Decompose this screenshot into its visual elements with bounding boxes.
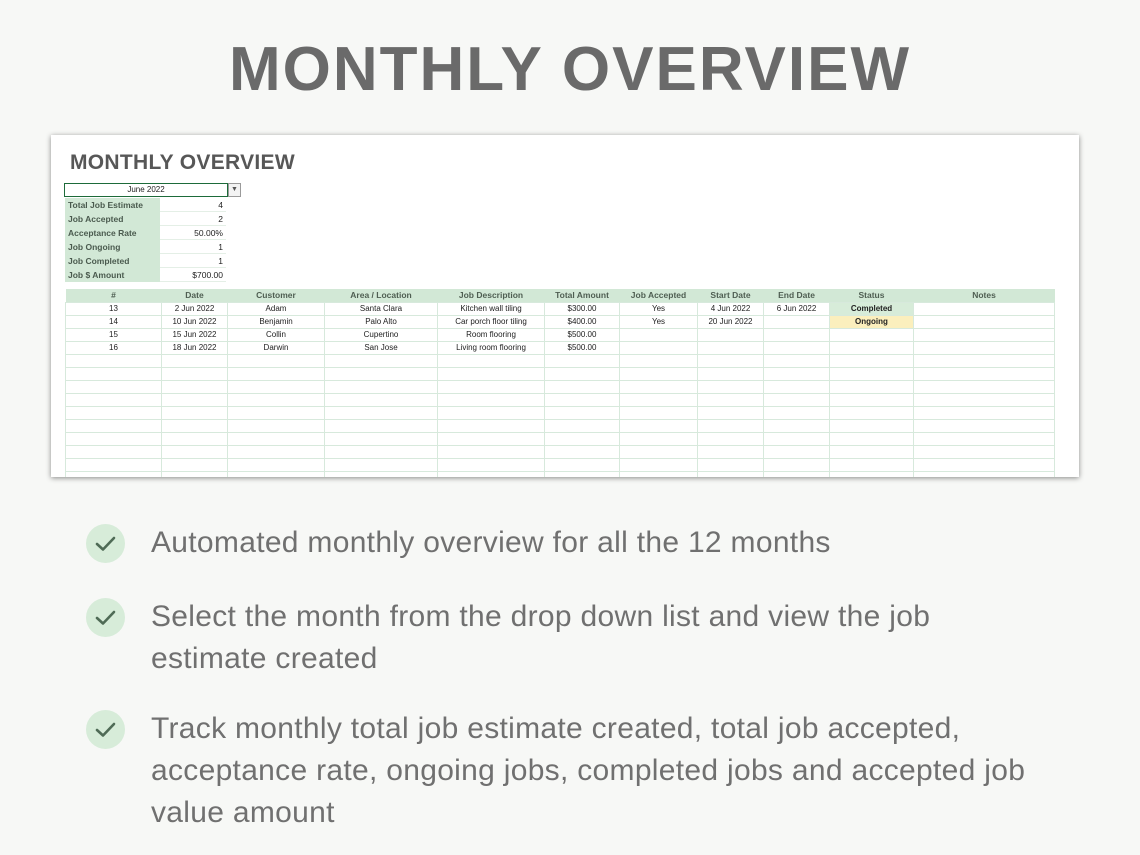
spreadsheet-preview — [51, 135, 1079, 477]
table-cell[interactable] — [698, 433, 764, 446]
table-cell[interactable] — [914, 355, 1055, 368]
table-cell[interactable] — [830, 355, 914, 368]
table-cell[interactable] — [545, 433, 620, 446]
table-cell[interactable] — [438, 407, 545, 420]
table-cell[interactable] — [66, 472, 162, 478]
empty-table-row — [66, 446, 1055, 459]
table-cell[interactable]: Living room flooring — [438, 342, 545, 355]
table-cell[interactable] — [162, 420, 228, 433]
empty-table-row — [66, 433, 1055, 446]
table-cell[interactable] — [914, 303, 1055, 316]
table-cell[interactable] — [438, 368, 545, 381]
status-cell[interactable] — [830, 329, 914, 342]
table-cell[interactable] — [698, 342, 764, 355]
table-cell[interactable] — [830, 472, 914, 478]
table-cell[interactable]: 13 — [66, 303, 162, 316]
table-cell[interactable] — [698, 407, 764, 420]
column-header: Area / Location — [325, 289, 438, 303]
table-cell[interactable]: Adam — [228, 303, 325, 316]
table-cell[interactable]: 15 — [66, 329, 162, 342]
table-cell[interactable] — [914, 368, 1055, 381]
table-cell[interactable] — [698, 420, 764, 433]
table-cell[interactable] — [698, 381, 764, 394]
table-cell[interactable] — [764, 368, 830, 381]
table-cell[interactable] — [66, 394, 162, 407]
table-cell[interactable] — [914, 446, 1055, 459]
empty-table-row — [66, 394, 1055, 407]
status-cell[interactable] — [830, 342, 914, 355]
table-cell[interactable]: $500.00 — [545, 342, 620, 355]
table-cell[interactable]: Car porch floor tiling — [438, 316, 545, 329]
table-cell[interactable] — [545, 407, 620, 420]
table-cell[interactable] — [325, 394, 438, 407]
table-cell[interactable] — [698, 329, 764, 342]
table-cell[interactable] — [325, 459, 438, 472]
column-header: Start Date — [698, 289, 764, 303]
check-icon — [86, 524, 125, 563]
table-cell[interactable] — [698, 472, 764, 478]
table-cell[interactable] — [620, 329, 698, 342]
table-cell[interactable] — [764, 329, 830, 342]
table-cell[interactable] — [162, 446, 228, 459]
feature-text: Automated monthly overview for all the 12 months — [151, 526, 831, 559]
empty-table-row — [66, 381, 1055, 394]
column-header: Total Amount — [545, 289, 620, 303]
table-cell[interactable] — [764, 446, 830, 459]
table-cell[interactable] — [438, 459, 545, 472]
table-cell[interactable]: Santa Clara — [325, 303, 438, 316]
status-cell[interactable]: Ongoing — [830, 316, 914, 329]
table-cell[interactable] — [620, 368, 698, 381]
table-cell[interactable] — [228, 459, 325, 472]
month-dropdown-value[interactable]: June 2022 — [64, 183, 228, 197]
table-cell[interactable] — [545, 394, 620, 407]
month-dropdown[interactable] — [64, 183, 240, 197]
table-cell[interactable] — [66, 381, 162, 394]
table-cell[interactable] — [620, 407, 698, 420]
table-cell[interactable] — [830, 394, 914, 407]
table-cell[interactable] — [162, 472, 228, 478]
table-cell[interactable] — [914, 407, 1055, 420]
table-cell[interactable] — [914, 381, 1055, 394]
table-cell[interactable]: Palo Alto — [325, 316, 438, 329]
column-header: Customer — [228, 289, 325, 303]
table-row — [66, 316, 1055, 329]
table-cell[interactable] — [764, 472, 830, 478]
table-cell[interactable] — [325, 472, 438, 478]
table-cell[interactable] — [698, 446, 764, 459]
table-cell[interactable]: Benjamin — [228, 316, 325, 329]
table-cell[interactable] — [545, 459, 620, 472]
table-cell[interactable] — [228, 433, 325, 446]
table-cell[interactable] — [764, 342, 830, 355]
summary-label: Job $ Amount — [65, 268, 160, 282]
table-cell[interactable] — [545, 446, 620, 459]
empty-table-row — [66, 407, 1055, 420]
table-cell[interactable]: 2 Jun 2022 — [162, 303, 228, 316]
table-cell[interactable] — [830, 368, 914, 381]
table-cell[interactable] — [66, 459, 162, 472]
table-cell[interactable] — [764, 459, 830, 472]
table-cell[interactable] — [325, 381, 438, 394]
table-cell[interactable] — [764, 355, 830, 368]
table-cell[interactable] — [764, 316, 830, 329]
table-cell[interactable] — [438, 433, 545, 446]
table-cell[interactable] — [545, 355, 620, 368]
table-cell[interactable] — [620, 433, 698, 446]
table-cell[interactable] — [764, 394, 830, 407]
table-cell[interactable] — [438, 394, 545, 407]
table-cell[interactable] — [914, 459, 1055, 472]
summary-row — [65, 268, 226, 282]
table-cell[interactable] — [620, 446, 698, 459]
empty-table-row — [66, 355, 1055, 368]
table-cell[interactable] — [438, 420, 545, 433]
table-cell[interactable] — [325, 407, 438, 420]
table-cell[interactable]: San Jose — [325, 342, 438, 355]
table-cell[interactable] — [830, 433, 914, 446]
empty-table-row — [66, 472, 1055, 478]
table-cell[interactable] — [620, 472, 698, 478]
table-cell[interactable]: 10 Jun 2022 — [162, 316, 228, 329]
summary-value[interactable]: 2 — [160, 212, 226, 226]
table-cell[interactable] — [438, 355, 545, 368]
table-cell[interactable] — [438, 446, 545, 459]
table-cell[interactable] — [228, 355, 325, 368]
column-header: End Date — [764, 289, 830, 303]
table-cell[interactable] — [620, 355, 698, 368]
table-cell[interactable] — [545, 420, 620, 433]
column-header: Job Accepted — [620, 289, 698, 303]
table-cell[interactable] — [162, 355, 228, 368]
table-cell[interactable] — [620, 394, 698, 407]
table-cell[interactable] — [325, 446, 438, 459]
table-cell[interactable] — [438, 381, 545, 394]
table-cell[interactable] — [914, 316, 1055, 329]
summary-label: Acceptance Rate — [65, 226, 160, 240]
table-cell[interactable] — [228, 368, 325, 381]
table-cell[interactable]: Cupertino — [325, 329, 438, 342]
column-header: Job Description — [438, 289, 545, 303]
summary-row — [65, 212, 226, 226]
summary-label: Job Accepted — [65, 212, 160, 226]
jobs-table — [65, 289, 1055, 477]
summary-value[interactable]: 50.00% — [160, 226, 226, 240]
table-cell[interactable] — [325, 433, 438, 446]
table-cell[interactable] — [764, 420, 830, 433]
column-header: # — [66, 289, 162, 303]
table-cell[interactable] — [914, 433, 1055, 446]
table-cell[interactable] — [914, 472, 1055, 478]
table-row — [66, 303, 1055, 316]
table-cell[interactable] — [228, 407, 325, 420]
summary-label: Job Ongoing — [65, 240, 160, 254]
table-cell[interactable] — [66, 446, 162, 459]
table-cell[interactable]: Yes — [620, 303, 698, 316]
table-cell[interactable] — [914, 420, 1055, 433]
table-cell[interactable]: 4 Jun 2022 — [698, 303, 764, 316]
table-cell[interactable] — [620, 420, 698, 433]
column-header: Status — [830, 289, 914, 303]
table-cell[interactable] — [162, 368, 228, 381]
page-title: MONTHLY OVERVIEW — [229, 35, 911, 104]
feature-text: Track monthly total job estimate created, total job accepted, acceptance rate, ongoing jobs, completed jobs and accepted job value amount — [151, 712, 1026, 829]
empty-table-row — [66, 459, 1055, 472]
table-cell[interactable] — [228, 420, 325, 433]
summary-row — [65, 198, 226, 212]
table-row — [66, 342, 1055, 355]
table-cell[interactable] — [325, 368, 438, 381]
table-cell[interactable] — [545, 381, 620, 394]
table-cell[interactable]: Yes — [620, 316, 698, 329]
table-cell[interactable] — [66, 433, 162, 446]
table-cell[interactable] — [830, 381, 914, 394]
column-header: Notes — [914, 289, 1055, 303]
summary-label: Job Completed — [65, 254, 160, 268]
table-cell[interactable] — [764, 407, 830, 420]
table-cell[interactable] — [325, 420, 438, 433]
table-cell[interactable] — [66, 355, 162, 368]
table-cell[interactable]: 6 Jun 2022 — [764, 303, 830, 316]
table-cell[interactable]: 20 Jun 2022 — [698, 316, 764, 329]
table-cell[interactable] — [438, 472, 545, 478]
table-cell[interactable] — [830, 459, 914, 472]
table-cell[interactable] — [914, 329, 1055, 342]
table-cell[interactable] — [66, 368, 162, 381]
dropdown-arrow-icon[interactable]: ▼ — [228, 183, 241, 197]
table-cell[interactable]: Collin — [228, 329, 325, 342]
table-cell[interactable] — [228, 394, 325, 407]
table-cell[interactable]: 18 Jun 2022 — [162, 342, 228, 355]
table-cell[interactable] — [162, 407, 228, 420]
table-cell[interactable] — [66, 407, 162, 420]
table-cell[interactable]: $300.00 — [545, 303, 620, 316]
table-cell[interactable]: 15 Jun 2022 — [162, 329, 228, 342]
table-cell[interactable] — [830, 446, 914, 459]
table-cell[interactable] — [620, 381, 698, 394]
summary-row — [65, 254, 226, 268]
summary-table — [65, 198, 226, 282]
summary-value[interactable]: $700.00 — [160, 268, 226, 282]
table-cell[interactable] — [228, 446, 325, 459]
table-cell[interactable] — [325, 355, 438, 368]
table-cell[interactable] — [228, 472, 325, 478]
table-cell[interactable] — [162, 394, 228, 407]
table-cell[interactable]: Room flooring — [438, 329, 545, 342]
table-cell[interactable] — [545, 472, 620, 478]
table-cell[interactable] — [66, 420, 162, 433]
sheet-title: MONTHLY OVERVIEW — [70, 151, 295, 174]
table-cell[interactable] — [698, 368, 764, 381]
table-cell[interactable] — [764, 433, 830, 446]
summary-row — [65, 240, 226, 254]
check-icon — [86, 598, 125, 637]
table-cell[interactable] — [914, 342, 1055, 355]
table-cell[interactable] — [620, 342, 698, 355]
feature-text: Select the month from the drop down list and view the job estimate created — [151, 600, 931, 675]
table-cell[interactable] — [162, 433, 228, 446]
summary-value[interactable]: 4 — [160, 198, 226, 212]
summary-row — [65, 226, 226, 240]
summary-label: Total Job Estimate — [65, 198, 160, 212]
table-cell[interactable] — [764, 381, 830, 394]
empty-table-row — [66, 368, 1055, 381]
table-cell[interactable] — [914, 394, 1055, 407]
table-cell[interactable]: $400.00 — [545, 316, 620, 329]
table-cell[interactable] — [162, 459, 228, 472]
table-cell[interactable] — [830, 420, 914, 433]
status-cell[interactable]: Completed — [830, 303, 914, 316]
empty-table-row — [66, 420, 1055, 433]
summary-value[interactable]: 1 — [160, 240, 226, 254]
column-header: Date — [162, 289, 228, 303]
table-cell[interactable] — [620, 459, 698, 472]
table-cell[interactable] — [698, 355, 764, 368]
table-row — [66, 329, 1055, 342]
table-cell[interactable] — [162, 381, 228, 394]
table-cell[interactable]: $500.00 — [545, 329, 620, 342]
table-header-row — [66, 289, 1055, 303]
check-icon — [86, 710, 125, 749]
table-cell[interactable]: 16 — [66, 342, 162, 355]
table-cell[interactable]: 14 — [66, 316, 162, 329]
table-cell[interactable] — [830, 407, 914, 420]
table-cell[interactable] — [228, 381, 325, 394]
table-cell[interactable]: Darwin — [228, 342, 325, 355]
table-cell[interactable] — [698, 394, 764, 407]
table-cell[interactable]: Kitchen wall tiling — [438, 303, 545, 316]
table-cell[interactable] — [698, 459, 764, 472]
summary-value[interactable]: 1 — [160, 254, 226, 268]
table-cell[interactable] — [545, 368, 620, 381]
